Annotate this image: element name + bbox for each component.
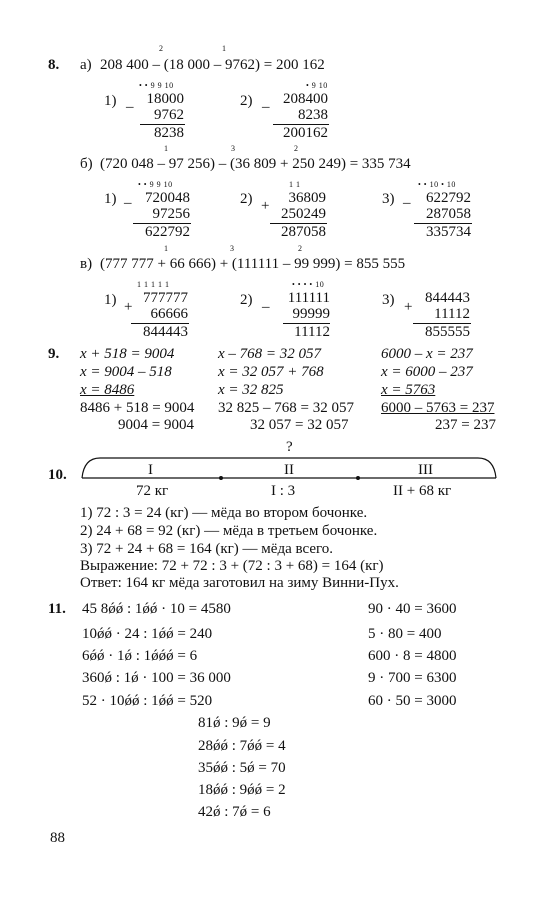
p8b-carry-3: 2 <box>294 144 298 153</box>
page-number: 88 <box>50 830 65 846</box>
p8v-label: в) <box>80 256 93 272</box>
p10-answer-line: Ответ: 164 кг мёда заготовил на зиму Винни-Пух. <box>80 575 399 591</box>
problem-11-number: 11. <box>48 601 66 617</box>
p11-right-1: 90 · 40 = 3600 <box>368 601 457 617</box>
p8b1-borrow-marks: • • 9 9 10 <box>138 180 173 189</box>
problem-9-number: 9. <box>48 346 60 362</box>
plus-sign: + <box>404 299 413 315</box>
p8b3-result: 335734 <box>426 224 471 240</box>
p9-col2-line2: x = 32 057 + 768 <box>218 364 324 380</box>
p8b-label: б) <box>80 156 93 172</box>
p8v1-carry-marks: 1 1 1 1 1 <box>137 280 170 289</box>
p11-middle-5: 42ǿ : 7ǿ = 6 <box>198 804 271 820</box>
p9-col3-line1: 6000 – x = 237 <box>381 346 473 362</box>
p9-col1-line4: 8486 + 518 = 9004 <box>80 400 195 416</box>
p10-segment-3-label: II + 68 кг <box>393 483 452 499</box>
p8a2-result: 200162 <box>283 125 328 141</box>
p8b-carry-2: 3 <box>231 144 235 153</box>
p10-segment-1: I <box>148 462 153 478</box>
p11-left-4: 360ǿ : 1ǿ · 100 = 36 000 <box>82 670 231 686</box>
p8v3-result: 855555 <box>425 324 470 340</box>
p9-col2-line4: 32 825 – 768 = 32 057 <box>218 400 354 416</box>
p8v-carry-1: 1 <box>164 244 168 253</box>
p9-col1-line2: x = 9004 – 518 <box>80 364 172 380</box>
p9-col3-line2: x = 6000 – 237 <box>381 364 473 380</box>
p8a2-subtrahend: 8238 <box>298 107 328 123</box>
p11-right-2: 5 · 80 = 400 <box>368 626 442 642</box>
p8v2-borrow-marks: • • • • 10 <box>292 280 325 289</box>
p9-col2-line5: 32 057 = 32 057 <box>250 417 349 433</box>
minus-sign: – <box>262 99 270 115</box>
p11-left-1: 45 8ǿǿ : 1ǿǿ · 10 = 4580 <box>82 601 231 617</box>
plus-sign: + <box>124 299 133 315</box>
p8v2-minuend: 111111 <box>287 290 330 306</box>
p9-col2-line3: x = 32 825 <box>218 382 284 398</box>
p8v-expression: (777 777 + 66 666) + (111111 – 99 999) = 855 555 <box>100 256 406 272</box>
p9-col3-line4: 6000 – 5763 = 237 <box>381 400 495 416</box>
p8v-carry-2: 3 <box>230 244 234 253</box>
p8b2-addend-2: 250249 <box>281 206 326 222</box>
p8b2-addend-1: 36809 <box>288 190 326 206</box>
p8v2-result: 11112 <box>294 324 330 340</box>
p8b3-label: 3) <box>382 191 395 207</box>
p10-solution-line-3: 3) 72 + 24 + 68 = 164 (кг) — мёда всего. <box>80 541 334 557</box>
p8a2-minuend: 208400 <box>283 91 328 107</box>
p11-left-3: 6ǿǿ · 1ǿ : 1ǿǿǿ = 6 <box>82 648 198 664</box>
p11-middle-2: 28ǿǿ : 7ǿǿ = 4 <box>198 738 286 754</box>
p10-expression-line: Выражение: 72 + 72 : 3 + (72 : 3 + 68) = 164 (кг) <box>80 558 384 574</box>
p8v3-label: 3) <box>382 292 395 308</box>
p10-solution-line-2: 2) 24 + 68 = 92 (кг) — мёда в третьем бочонке. <box>80 523 378 539</box>
p8b2-carry-marks: 1 1 <box>289 180 301 189</box>
p9-col1-line3: x = 8486 <box>80 382 135 398</box>
p10-segment-3: III <box>418 462 433 478</box>
p8a1-borrow-marks: • • 9 9 10 <box>139 81 174 90</box>
p8b3-subtrahend: 287058 <box>426 206 471 222</box>
p9-col2-line1: x – 768 = 32 057 <box>218 346 322 362</box>
p10-segment-1-label: 72 кг <box>136 483 169 499</box>
p11-middle-1: 81ǿ : 9ǿ = 9 <box>198 715 271 731</box>
p8a-carry-1: 2 <box>159 44 163 53</box>
p8a-carry-2: 1 <box>222 44 226 53</box>
p8a1-label: 1) <box>104 93 117 109</box>
p8b1-result: 622792 <box>145 224 190 240</box>
p8v1-addend-1: 777777 <box>143 290 188 306</box>
p10-question-mark: ? <box>286 439 293 455</box>
p8b2-result: 287058 <box>281 224 326 240</box>
p10-segment-2: II <box>284 462 294 478</box>
p11-left-2: 10ǿǿ · 24 : 1ǿǿ = 240 <box>82 626 213 642</box>
p11-middle-4: 18ǿǿ : 9ǿǿ = 2 <box>198 782 286 798</box>
p11-right-5: 60 · 50 = 3000 <box>368 693 457 709</box>
minus-sign: – <box>126 99 134 115</box>
p8a1-minuend: 18000 <box>146 91 184 107</box>
minus-sign: – <box>403 195 411 211</box>
p8b-expression: (720 048 – 97 256) – (36 809 + 250 249) = 335 734 <box>100 156 411 172</box>
p8b3-minuend: 622792 <box>426 190 471 206</box>
p8v1-addend-2: 66666 <box>150 306 188 322</box>
plus-sign: + <box>261 198 270 214</box>
p8a-label: а) <box>80 57 92 73</box>
p9-col3-line5: 237 = 237 <box>435 417 496 433</box>
p8a2-borrow-marks: • 9 10 <box>306 81 328 90</box>
p8a1-result: 8238 <box>154 125 184 141</box>
p8a-expression: 208 400 – (18 000 – 9762) = 200 162 <box>100 57 325 73</box>
p8v2-label: 2) <box>240 292 253 308</box>
p8b2-label: 2) <box>240 191 253 207</box>
p11-right-4: 9 · 700 = 6300 <box>368 670 457 686</box>
problem-8-number: 8. <box>48 57 60 73</box>
p11-middle-3: 35ǿǿ : 5ǿ = 70 <box>198 760 286 776</box>
p9-col1-line5: 9004 = 9004 <box>118 417 194 433</box>
p10-solution-line-1: 1) 72 : 3 = 24 (кг) — мёда во втором бочонке. <box>80 505 368 521</box>
p8v2-subtrahend: 99999 <box>292 306 330 322</box>
p8v3-addend-2: 11112 <box>434 306 470 322</box>
p8b1-label: 1) <box>104 191 117 207</box>
p8v1-label: 1) <box>104 292 117 308</box>
p9-col1-line1: x + 518 = 9004 <box>80 346 175 362</box>
p11-right-3: 600 · 8 = 4800 <box>368 648 457 664</box>
p8a2-label: 2) <box>240 93 253 109</box>
p8b1-subtrahend: 97256 <box>152 206 190 222</box>
p8v1-result: 844443 <box>143 324 188 340</box>
p11-left-5: 52 · 10ǿǿ : 1ǿǿ = 520 <box>82 693 213 709</box>
minus-sign: – <box>124 195 132 211</box>
p8v-carry-3: 2 <box>298 244 302 253</box>
p8v3-addend-1: 844443 <box>425 290 470 306</box>
p9-col3-line3: x = 5763 <box>381 382 436 398</box>
p8b1-minuend: 720048 <box>145 190 190 206</box>
p10-segment-2-label: I : 3 <box>271 483 296 499</box>
p8b-carry-1: 1 <box>164 144 168 153</box>
p8b3-borrow-marks: • • 10 • 10 <box>418 180 456 189</box>
minus-sign: – <box>262 299 270 315</box>
problem-10-number: 10. <box>48 467 67 483</box>
p8a1-subtrahend: 9762 <box>154 107 184 123</box>
